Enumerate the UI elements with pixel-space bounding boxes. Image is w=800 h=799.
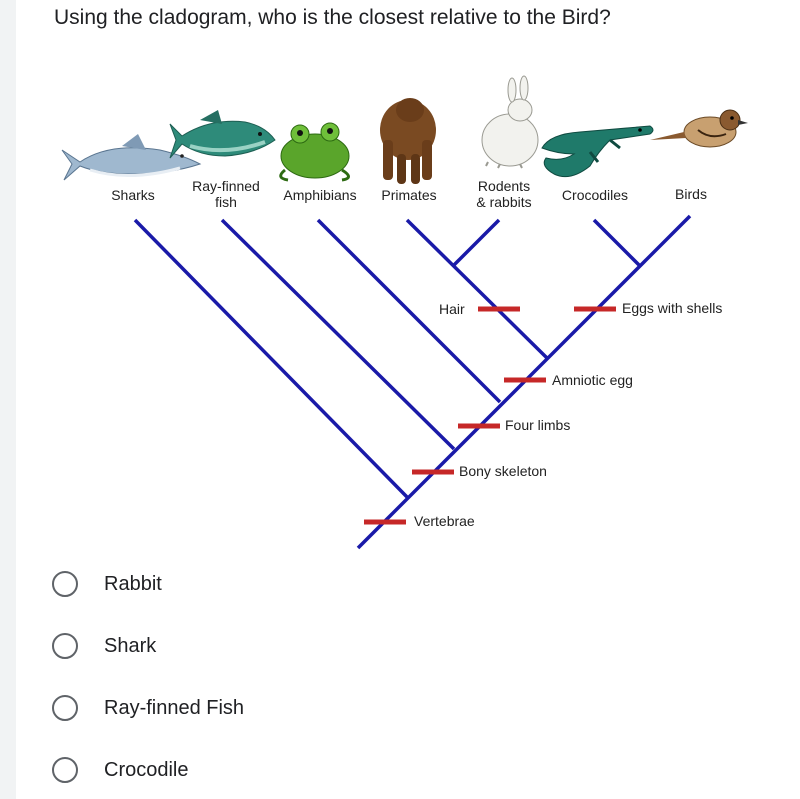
branch-rodents xyxy=(454,220,499,265)
frog-icon xyxy=(281,123,349,180)
ape-icon xyxy=(380,98,436,184)
radio-button-icon[interactable] xyxy=(52,571,78,597)
taxon-label-ray-finned-fish xyxy=(178,178,274,210)
option-ray-finned-fish[interactable] xyxy=(52,690,352,726)
taxon-line1: Ray-finned xyxy=(192,178,260,194)
trait-label-hair: Hair xyxy=(439,301,465,317)
taxon-line2: Birds xyxy=(675,186,707,202)
trait-label-bony-skeleton: Bony skeleton xyxy=(459,463,547,479)
trait-label-vertebrae: Vertebrae xyxy=(414,513,475,529)
option-label: Ray-finned Fish xyxy=(104,696,245,719)
taxon-label-primates xyxy=(370,187,448,203)
branch-ray-finned-fish xyxy=(222,220,454,449)
crocodile-icon xyxy=(542,126,653,177)
left-margin-bar xyxy=(0,0,16,799)
taxon-line2: Amphibians xyxy=(283,187,357,203)
taxon-line2: Primates xyxy=(381,187,437,203)
radio-button-icon[interactable] xyxy=(52,695,78,721)
trait-label-eggs-with-shells: Eggs with shells xyxy=(622,300,723,316)
option-label: Shark xyxy=(104,634,157,657)
taxon-label-sharks xyxy=(98,187,168,203)
branch-crocodiles xyxy=(594,220,640,266)
cladogram-figure xyxy=(50,70,750,560)
option-shark[interactable] xyxy=(52,628,352,664)
taxon-label-amphibians xyxy=(272,187,368,203)
taxon-line1: Rodents xyxy=(477,178,531,194)
taxon-line2: Sharks xyxy=(111,187,155,203)
tuna-icon xyxy=(170,110,275,158)
radio-button-icon[interactable] xyxy=(52,633,78,659)
trait-label-four-limbs: Four limbs xyxy=(505,417,571,433)
taxon-label-crocodiles xyxy=(550,187,640,203)
taxon-line2: fish xyxy=(215,194,237,210)
option-crocodile[interactable] xyxy=(52,752,352,788)
bird-icon xyxy=(650,110,748,147)
taxon-label-birds xyxy=(662,186,720,202)
taxon-line2: Crocodiles xyxy=(561,187,629,203)
taxon-label-rodents-rabbits xyxy=(462,178,546,210)
trait-label-amniotic-egg: Amniotic egg xyxy=(552,372,633,388)
rabbit-icon xyxy=(482,76,538,168)
branch-sharks xyxy=(135,220,407,497)
taxon-line2: & rabbits xyxy=(476,194,532,210)
radio-button-icon[interactable] xyxy=(52,757,78,783)
question-title: Using the cladogram, who is the closest relative to the Bird? xyxy=(54,6,611,29)
option-label: Crocodile xyxy=(104,758,189,781)
option-label: Rabbit xyxy=(104,572,162,595)
option-rabbit[interactable] xyxy=(52,566,352,602)
